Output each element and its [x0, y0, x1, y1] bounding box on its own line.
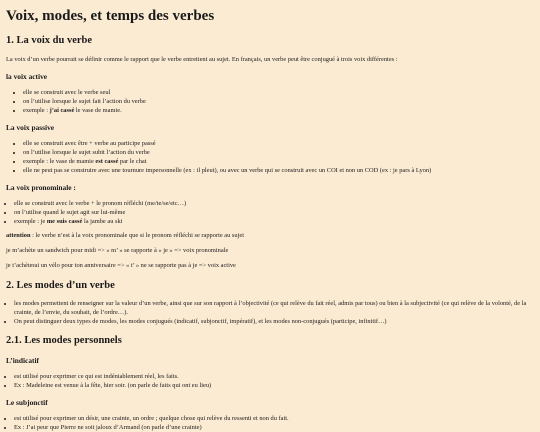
list-item: • elle ne peut pas se construire avec une tournure impersonnelle (ex : il pleut), ou avec un verbe qui se construit avec un COI et non un COD (ex : je pars à Lyon): [23, 166, 534, 175]
list-item: • est utilisé pour exprimer ce qui est indéniablement réel, les faits.: [14, 372, 534, 381]
intro-paragraph: La voix d’un verbe pourrait se définir comme le rapport que le verbe entretient au sujet. En français, un verbe peut être conjugué à trois voix différentes :: [6, 55, 398, 63]
list-subjonctif: [6, 414, 534, 432]
example-suffix: par le chat: [118, 157, 147, 165]
list-voix-pronominale: [6, 199, 534, 226]
list-item: [23, 106, 534, 115]
example-suffix: le vase de mamie.: [74, 106, 122, 114]
subheading-subjonctif: Le subjonctif: [6, 398, 48, 408]
attention-text: : le verbe n’est à la voix pronominale que si le pronom réfléchi se rapporte au sujet: [30, 232, 244, 240]
example-prefix: exemple : je: [14, 218, 47, 226]
subheading-indicatif: L’indicatif: [6, 356, 39, 365]
list-voix-passive: [6, 139, 534, 175]
list-item: • on l’utilise lorsque le sujet fait l’action du verbe: [23, 97, 534, 106]
subheading-voix-passive: La voix passive: [6, 122, 55, 132]
list-item: • on l’utilise lorsque le sujet subit l’action du verbe: [23, 148, 534, 157]
list-item: • elle se construit avec le verbe + le pronom réfléchi (me/te/se/etc…): [14, 199, 534, 208]
section-heading-modes-personnels: 2.1. Les modes personnels: [6, 335, 122, 347]
example-paragraph-2: je t’achèterai un vélo pour ton anniversaire => « t’ » ne se rapporte pas à je => voix active: [6, 262, 236, 270]
list-indicatif: [6, 372, 534, 390]
list-voix-active: [6, 88, 534, 115]
example-paragraph-1: je m’achète un sandwich pour midi => « m’ » se rapporte à « je » => voix pronominale: [6, 247, 229, 255]
subheading-voix-pronominale: La voix pronominale :: [6, 183, 76, 193]
example-bold: me suis cassé: [46, 218, 83, 226]
section-heading-modes: 2. Les modes d’un verbe: [6, 279, 115, 291]
subheading-voix-active: la voix active: [6, 71, 48, 81]
example-bold: j’ai cassé: [49, 106, 75, 114]
list-item: • Ex : Madeleine est venue à la fête, hier soir. (on parle de faits qui ont eu lieu): [14, 381, 534, 390]
attention-paragraph: [6, 231, 534, 240]
list-item: • Ex : J’ai peur que Pierre ne soit jaloux d’Armand (on parle d’une crainte): [14, 423, 534, 432]
list-modes: [6, 299, 534, 326]
example-prefix: exemple :: [23, 106, 50, 114]
list-item: [23, 157, 534, 166]
example-bold: est cassé: [95, 157, 119, 165]
example-suffix: la jambe au ski: [82, 218, 123, 226]
list-item: • elle se construit avec le verbe seul: [23, 88, 534, 97]
example-prefix: exemple : le vase de mamie: [23, 157, 96, 165]
attention-label: attention: [6, 232, 31, 240]
list-item: • elle se construit avec être + verbe au participe passé: [23, 139, 534, 148]
list-item: • On peut distinguer deux types de modes, les modes conjugués (indicatif, subjonctif, impératif), et les modes non-conjugués (participe, infinitif…): [14, 317, 534, 326]
list-item: • est utilisé pour exprimer un désir, une crainte, un ordre ; quelque chose qui relève du ressenti et non du fait.: [14, 414, 534, 423]
section-heading-voix: 1. La voix du verbe: [6, 35, 93, 46]
page-title: Voix, modes, et temps des verbes: [6, 8, 215, 24]
list-item: [14, 217, 534, 226]
list-item: • on l’utilise quand le sujet agit sur lui-même: [14, 208, 534, 217]
list-item: • les modes permettent de renseigner sur la valeur d’un verbe, ainsi que sur son rapport à l’objectivité (ce qui relève du fait réel, admis par tous) ou bien à la subjectivité (ce qui relève de la volonté, de la crainte, de l’envie, du souhait, de l’ordre…).: [14, 299, 534, 317]
